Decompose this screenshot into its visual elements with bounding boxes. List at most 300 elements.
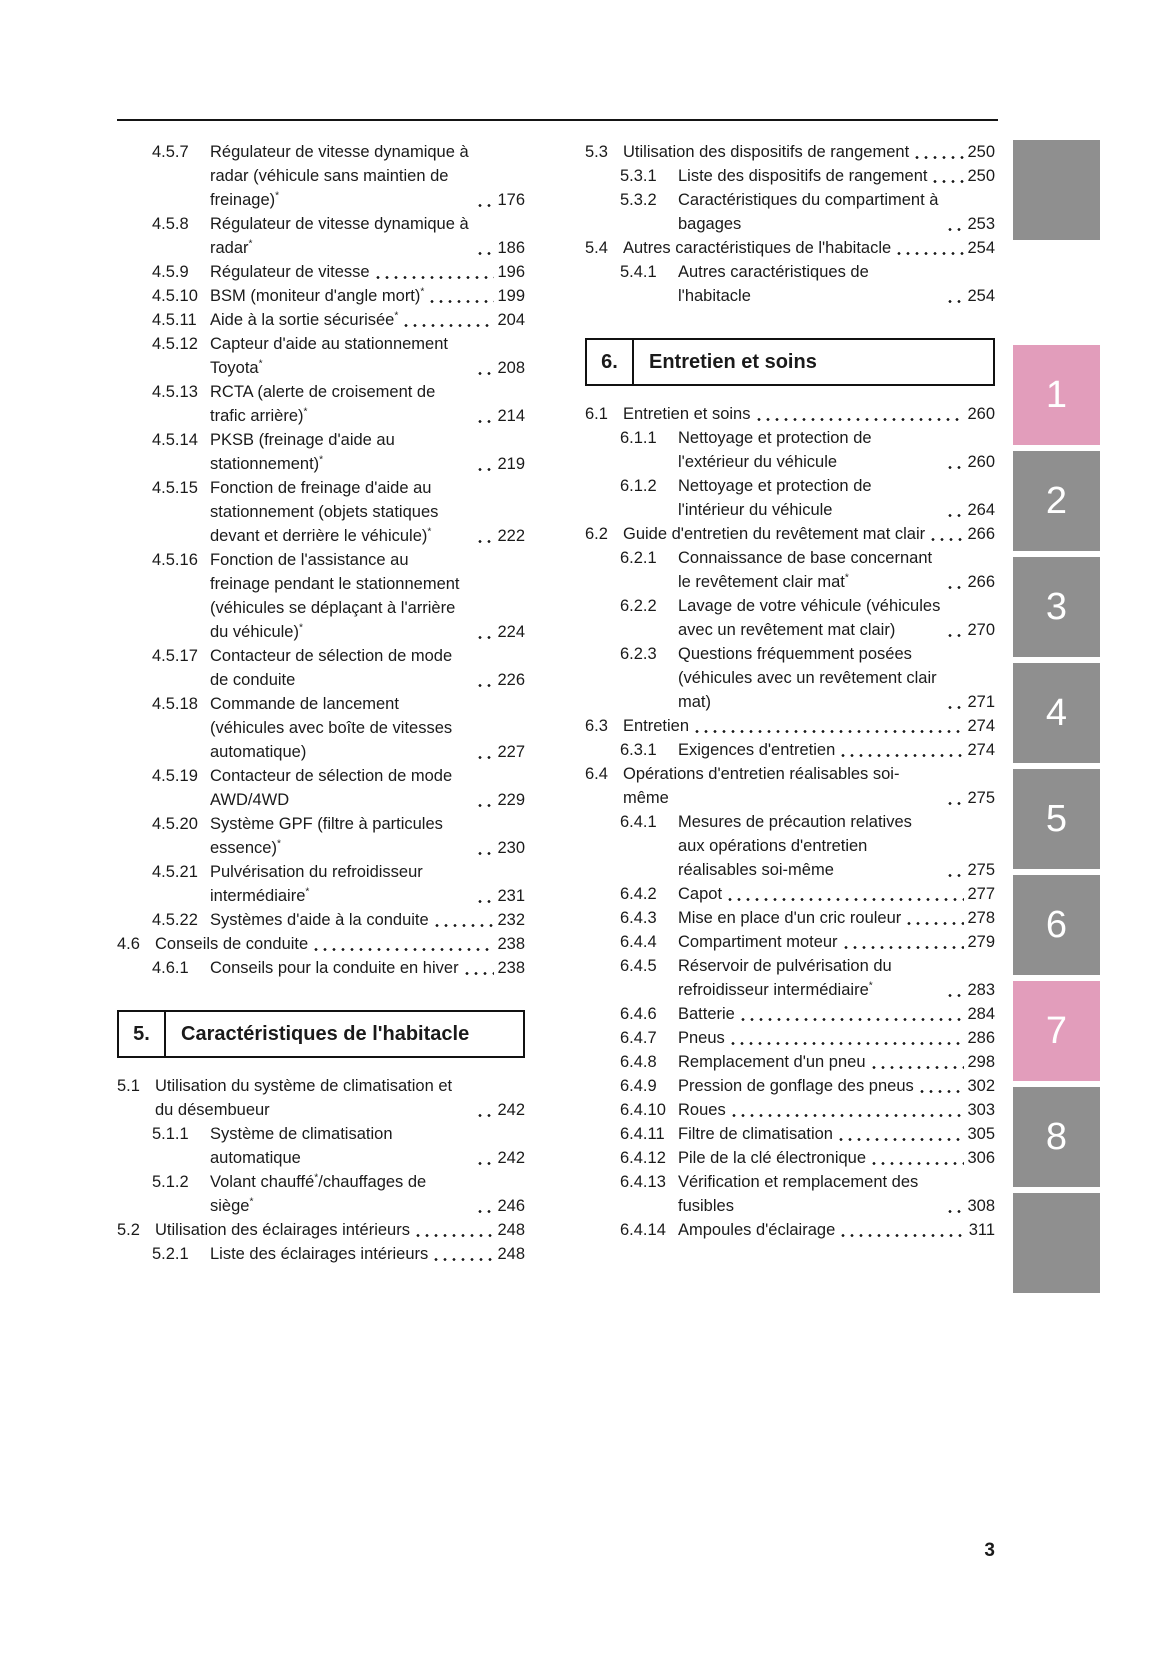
chapter-heading-title: Caractéristiques de l'habitacle bbox=[181, 1023, 470, 1045]
dot-leader bbox=[416, 1233, 495, 1238]
toc-entry-title: Opérations d'entretien réalisables soi-même bbox=[623, 765, 900, 807]
toc-entry-page: 229 bbox=[497, 791, 525, 809]
dot-leader bbox=[314, 947, 494, 952]
dot-leader bbox=[478, 899, 494, 904]
toc-entry-page: 274 bbox=[967, 741, 995, 759]
toc-entry-number: 4.5.21 bbox=[152, 863, 198, 881]
toc-entry-page: 306 bbox=[967, 1149, 995, 1167]
toc-entry-number: 4.5.18 bbox=[152, 695, 198, 713]
toc-entry bbox=[585, 930, 995, 954]
dot-leader bbox=[933, 179, 964, 184]
toc-entry-title: Mise en place d'un cric rouleur bbox=[678, 909, 902, 927]
toc-entry-title: Régulateur de vitesse dynamique à radar* bbox=[210, 215, 469, 257]
toc-entry-page: 266 bbox=[967, 573, 995, 591]
toc-entry bbox=[117, 260, 525, 284]
dot-leader bbox=[478, 803, 494, 808]
chapter-heading-number: 6. bbox=[587, 340, 634, 384]
toc-entry-number: 6.3.1 bbox=[620, 741, 657, 759]
toc-entry-text bbox=[620, 1170, 942, 1218]
dot-leader bbox=[948, 585, 964, 590]
toc-entry-number: 6.4.4 bbox=[620, 933, 657, 951]
toc-entry-title: Autres caractéristiques de l'habitacle bbox=[678, 263, 869, 305]
toc-entry-page: 274 bbox=[967, 717, 995, 735]
toc-entry bbox=[585, 1074, 995, 1098]
toc-entry bbox=[117, 860, 525, 908]
toc-entry-title: Liste des éclairages intérieurs bbox=[210, 1245, 429, 1263]
dot-leader bbox=[732, 1113, 965, 1118]
dot-leader bbox=[478, 683, 494, 688]
toc-entry-text bbox=[152, 812, 472, 860]
toc-entry-title: Capot bbox=[678, 885, 723, 903]
toc-entry-page: 275 bbox=[967, 861, 995, 879]
toc-entry-page: 196 bbox=[497, 263, 525, 281]
toc-right-column bbox=[585, 140, 995, 1242]
toc-entry-number: 4.5.12 bbox=[152, 335, 198, 353]
toc-entry bbox=[585, 810, 995, 882]
toc-entry-page: 250 bbox=[967, 167, 995, 185]
toc-entry-page: 176 bbox=[497, 191, 525, 209]
dot-leader bbox=[948, 465, 964, 470]
toc-entry-text bbox=[620, 546, 942, 594]
toc-entry-page: 204 bbox=[497, 311, 525, 329]
dot-leader bbox=[948, 873, 964, 878]
toc-entry-number: 5.2.1 bbox=[152, 1245, 189, 1263]
dot-leader bbox=[948, 1209, 964, 1214]
toc-entry-text bbox=[152, 212, 472, 260]
chapter-tab-3: 3 bbox=[1013, 557, 1100, 657]
toc-entry-page: 308 bbox=[967, 1197, 995, 1215]
toc-entry-title: Vérification et remplacement des fusibles bbox=[678, 1173, 919, 1215]
toc-entry-text bbox=[152, 260, 370, 284]
toc-entry-number: 6.4.14 bbox=[620, 1221, 666, 1239]
toc-entry bbox=[585, 426, 995, 474]
toc-entry-number: 5.1.2 bbox=[152, 1173, 189, 1191]
dot-leader bbox=[434, 1257, 494, 1262]
toc-entry bbox=[585, 1170, 995, 1218]
chapter-heading-title: Entretien et soins bbox=[649, 351, 817, 373]
dot-leader bbox=[478, 1161, 494, 1166]
toc-entry bbox=[585, 140, 995, 164]
toc-entry bbox=[585, 1050, 995, 1074]
dot-leader bbox=[841, 753, 964, 758]
dot-leader bbox=[948, 705, 964, 710]
toc-entry-title: Fonction de freinage d'aide au stationnement (objets statiques devant et derrière le véhicule)* bbox=[210, 479, 439, 545]
toc-entry-number: 6.4.9 bbox=[620, 1077, 657, 1095]
page-number: 3 bbox=[984, 1540, 995, 1561]
chapter-tab-2: 2 bbox=[1013, 451, 1100, 551]
toc-entry-text bbox=[152, 308, 398, 332]
toc-entry-text bbox=[620, 426, 942, 474]
toc-entry bbox=[117, 1122, 525, 1170]
toc-entry-text bbox=[152, 644, 472, 692]
toc-entry bbox=[117, 1170, 525, 1218]
toc-entry bbox=[117, 908, 525, 932]
toc-entry bbox=[585, 642, 995, 714]
toc-entry-title: Conseils de conduite bbox=[155, 935, 309, 953]
toc-entry-title: Aide à la sortie sécurisée* bbox=[210, 310, 399, 329]
toc-entry-title: Pile de la clé électronique bbox=[678, 1149, 867, 1167]
chapter-heading bbox=[117, 1010, 525, 1058]
dot-leader bbox=[948, 513, 964, 518]
toc-entry-number: 6.4.6 bbox=[620, 1005, 657, 1023]
toc-entry bbox=[585, 906, 995, 930]
toc-entry-text bbox=[152, 476, 472, 548]
dot-leader bbox=[839, 1137, 964, 1142]
toc-entry-page: 275 bbox=[967, 789, 995, 807]
dot-leader bbox=[478, 251, 494, 256]
toc-entry-title: Réservoir de pulvérisation du refroidisseur intermédiaire* bbox=[678, 957, 892, 999]
toc-entry-title: Volant chauffé*/chauffages de siège* bbox=[210, 1172, 427, 1215]
toc-entry-number: 6.4.8 bbox=[620, 1053, 657, 1071]
toc-entry-number: 4.5.22 bbox=[152, 911, 198, 929]
dot-leader bbox=[931, 537, 964, 542]
dot-leader bbox=[435, 923, 495, 928]
toc-entry-title: Utilisation des éclairages intérieurs bbox=[155, 1221, 410, 1239]
toc-entry-title: Pneus bbox=[678, 1029, 725, 1047]
toc-entry-text bbox=[620, 164, 927, 188]
toc-entry-text bbox=[620, 954, 942, 1002]
toc-entry-number: 4.5.20 bbox=[152, 815, 198, 833]
toc-entry bbox=[117, 1074, 525, 1122]
toc-entry-number: 4.5.17 bbox=[152, 647, 198, 665]
toc-entry-page: 208 bbox=[497, 359, 525, 377]
toc-entry-number: 6.4.13 bbox=[620, 1173, 666, 1191]
toc-entry bbox=[117, 476, 525, 548]
toc-entry-page: 238 bbox=[497, 959, 525, 977]
toc-entry-page: 266 bbox=[967, 525, 995, 543]
toc-entry bbox=[117, 812, 525, 860]
toc-entry-title: PKSB (freinage d'aide au stationnement)* bbox=[210, 431, 395, 473]
toc-entry-title: Roues bbox=[678, 1101, 726, 1119]
toc-entry bbox=[585, 1098, 995, 1122]
toc-entry-title: Systèmes d'aide à la conduite bbox=[210, 911, 429, 929]
toc-entry-number: 5.4.1 bbox=[620, 263, 657, 281]
toc-entry-text bbox=[620, 594, 942, 642]
dot-leader bbox=[948, 801, 964, 806]
toc-entry-title: Capteur d'aide au stationnement Toyota* bbox=[210, 335, 448, 377]
toc-entry-text bbox=[620, 1026, 725, 1050]
toc-entry-text bbox=[620, 810, 942, 882]
toc-entry-title: Compartiment moteur bbox=[678, 933, 838, 951]
dot-leader bbox=[430, 299, 494, 304]
toc-entry-text bbox=[152, 548, 472, 644]
dot-leader bbox=[404, 323, 494, 328]
toc-entry-text bbox=[152, 1242, 428, 1266]
toc-entry-text bbox=[152, 1122, 472, 1170]
toc-entry-title: Exigences d'entretien bbox=[678, 741, 836, 759]
toc-entry bbox=[117, 644, 525, 692]
toc-entry-title: Conseils pour la conduite en hiver bbox=[210, 959, 459, 977]
toc-entry-number: 6.4.12 bbox=[620, 1149, 666, 1167]
toc-entry-number: 4.5.11 bbox=[152, 311, 197, 329]
toc-entry bbox=[585, 882, 995, 906]
dot-leader bbox=[465, 971, 495, 976]
toc-entry-text bbox=[620, 1146, 866, 1170]
dot-leader bbox=[948, 633, 964, 638]
toc-entry-page: 248 bbox=[497, 1221, 525, 1239]
toc-entry-number: 6.4.3 bbox=[620, 909, 657, 927]
toc-entry bbox=[585, 260, 995, 308]
toc-entry-title: Entretien bbox=[623, 717, 690, 735]
toc-entry-title: Entretien et soins bbox=[623, 405, 751, 423]
toc-entry-number: 4.6 bbox=[117, 935, 140, 953]
toc-entry-title: Régulateur de vitesse dynamique à radar (véhicule sans maintien de freinage)* bbox=[210, 143, 469, 209]
chapter-heading bbox=[585, 338, 995, 386]
toc-entry bbox=[117, 212, 525, 260]
dot-leader bbox=[478, 371, 494, 376]
toc-entry-text bbox=[620, 474, 942, 522]
dot-leader bbox=[872, 1065, 965, 1070]
toc-entry bbox=[585, 522, 995, 546]
toc-entry-number: 5.2 bbox=[117, 1221, 140, 1239]
toc-entry-number: 6.4 bbox=[585, 765, 608, 783]
toc-entry-number: 4.5.10 bbox=[152, 287, 198, 305]
toc-entry-page: 302 bbox=[967, 1077, 995, 1095]
toc-entry-number: 6.2.2 bbox=[620, 597, 657, 615]
toc-entry-number: 5.3.1 bbox=[620, 167, 657, 185]
toc-entry bbox=[585, 1026, 995, 1050]
toc-entry-number: 6.3 bbox=[585, 717, 608, 735]
toc-entry-page: 242 bbox=[497, 1149, 525, 1167]
toc-entry bbox=[117, 764, 525, 812]
toc-entry-text bbox=[152, 908, 429, 932]
toc-entry-text bbox=[152, 764, 472, 812]
toc-entry-text bbox=[620, 188, 942, 236]
toc-entry-title: Fonction de l'assistance au freinage pendant le stationnement (véhicules se déplaçant à l'arrière du véhicule)* bbox=[210, 551, 460, 641]
toc-entry bbox=[117, 284, 525, 308]
chapter-heading-number: 5. bbox=[119, 1012, 166, 1056]
toc-entry-page: 270 bbox=[967, 621, 995, 639]
toc-entry-text bbox=[117, 1218, 410, 1242]
toc-entry-number: 5.1 bbox=[117, 1077, 140, 1095]
toc-entry-number: 6.1.2 bbox=[620, 477, 657, 495]
toc-entry-page: 311 bbox=[968, 1221, 995, 1239]
toc-entry-text bbox=[620, 1050, 866, 1074]
dot-leader bbox=[695, 729, 964, 734]
toc-entry-page: 231 bbox=[497, 887, 525, 905]
dot-leader bbox=[948, 227, 964, 232]
toc-entry-page: 264 bbox=[967, 501, 995, 519]
toc-entry-text bbox=[620, 642, 942, 714]
toc-entry-page: 303 bbox=[967, 1101, 995, 1119]
toc-entry-text bbox=[585, 236, 891, 260]
toc-entry-page: 242 bbox=[497, 1101, 525, 1119]
toc-entry-page: 232 bbox=[497, 911, 525, 929]
toc-entry bbox=[585, 188, 995, 236]
dot-leader bbox=[757, 417, 965, 422]
chapter-tab-5: 5 bbox=[1013, 769, 1100, 869]
toc-entry-text bbox=[152, 956, 459, 980]
toc-entry-text bbox=[585, 762, 942, 810]
toc-entry-page: 254 bbox=[967, 239, 995, 257]
toc-entry bbox=[117, 380, 525, 428]
toc-entry-page: 230 bbox=[497, 839, 525, 857]
toc-entry-number: 6.4.7 bbox=[620, 1029, 657, 1047]
chapter-tab-strip bbox=[1013, 140, 1100, 1293]
chapter-tab-4: 4 bbox=[1013, 663, 1100, 763]
toc-entry-number: 5.1.1 bbox=[152, 1125, 189, 1143]
toc-entry-page: 283 bbox=[967, 981, 995, 999]
toc-entry bbox=[585, 714, 995, 738]
chapter-tab-1: 1 bbox=[1013, 345, 1100, 445]
toc-entry-title: Utilisation des dispositifs de rangement bbox=[623, 143, 910, 161]
dot-leader bbox=[478, 419, 494, 424]
toc-entry bbox=[585, 236, 995, 260]
toc-entry bbox=[585, 738, 995, 762]
toc-entry-page: 250 bbox=[967, 143, 995, 161]
dot-leader bbox=[478, 1209, 494, 1214]
toc-entry-number: 4.5.8 bbox=[152, 215, 189, 233]
dot-leader bbox=[841, 1233, 965, 1238]
toc-entry-page: 219 bbox=[497, 455, 525, 473]
toc-entry-number: 6.1.1 bbox=[620, 429, 657, 447]
toc-entry bbox=[585, 402, 995, 426]
toc-entry-title: Nettoyage et protection de l'extérieur du véhicule bbox=[678, 429, 872, 471]
toc-entry-text bbox=[620, 1122, 833, 1146]
toc-entry-page: 214 bbox=[497, 407, 525, 425]
toc-entry-text bbox=[620, 906, 901, 930]
toc-entry-title: Ampoules d'éclairage bbox=[678, 1221, 836, 1239]
toc-entry-text bbox=[620, 882, 722, 906]
toc-entry-number: 6.4.1 bbox=[620, 813, 657, 831]
chapter-tab-8: 8 bbox=[1013, 1087, 1100, 1187]
toc-entry bbox=[117, 428, 525, 476]
toc-entry bbox=[117, 548, 525, 644]
dot-leader bbox=[478, 539, 494, 544]
toc-entry-number: 6.4.10 bbox=[620, 1101, 666, 1119]
toc-entry-number: 6.2 bbox=[585, 525, 608, 543]
dot-leader bbox=[478, 467, 494, 472]
toc-entry bbox=[117, 308, 525, 332]
toc-entry-number: 5.3.2 bbox=[620, 191, 657, 209]
toc-entry bbox=[585, 1146, 995, 1170]
toc-entry-number: 4.5.7 bbox=[152, 143, 189, 161]
toc-entry-text bbox=[117, 932, 308, 956]
toc-entry-title: Nettoyage et protection de l'intérieur du véhicule bbox=[678, 477, 872, 519]
dot-leader bbox=[872, 1161, 964, 1166]
toc-entry bbox=[585, 594, 995, 642]
toc-entry-text bbox=[117, 1074, 472, 1122]
toc-entry-number: 4.5.16 bbox=[152, 551, 198, 569]
toc-entry-text bbox=[620, 1002, 735, 1026]
toc-entry-text bbox=[620, 738, 835, 762]
toc-entry-text bbox=[152, 860, 472, 908]
toc-entry bbox=[117, 140, 525, 212]
dot-leader bbox=[478, 635, 494, 640]
toc-entry-title: Batterie bbox=[678, 1005, 735, 1023]
toc-entry bbox=[585, 474, 995, 522]
toc-entry-number: 4.5.19 bbox=[152, 767, 198, 785]
dot-leader bbox=[948, 993, 964, 998]
toc-entry-page: 279 bbox=[967, 933, 995, 951]
toc-entry bbox=[585, 1122, 995, 1146]
toc-entry-text bbox=[585, 140, 909, 164]
toc-entry-number: 4.5.15 bbox=[152, 479, 198, 497]
toc-entry-title: Système GPF (filtre à particules essence)* bbox=[210, 815, 443, 857]
toc-entry-title: BSM (moniteur d'angle mort)* bbox=[210, 286, 425, 305]
toc-entry-number: 6.1 bbox=[585, 405, 608, 423]
toc-entry-page: 248 bbox=[497, 1245, 525, 1263]
chapter-tab-blank bbox=[1013, 140, 1100, 240]
toc-entry-title: Filtre de climatisation bbox=[678, 1125, 833, 1143]
toc-entry-number: 4.5.9 bbox=[152, 263, 189, 281]
toc-entry-page: 238 bbox=[497, 935, 525, 953]
toc-entry-text bbox=[152, 1170, 472, 1218]
toc-entry-number: 4.5.13 bbox=[152, 383, 198, 401]
toc-entry-text bbox=[585, 714, 689, 738]
dot-leader bbox=[907, 921, 964, 926]
toc-entry-page: 222 bbox=[497, 527, 525, 545]
toc-entry-number: 6.2.1 bbox=[620, 549, 657, 567]
toc-entry-text bbox=[152, 140, 472, 212]
toc-entry-title: Lavage de votre véhicule (véhicules avec un revêtement mat clair) bbox=[678, 597, 941, 639]
toc-entry-title: Autres caractéristiques de l'habitacle bbox=[623, 239, 892, 257]
toc-entry-page: 253 bbox=[967, 215, 995, 233]
toc-entry bbox=[585, 1218, 995, 1242]
toc-entry-page: 199 bbox=[497, 287, 525, 305]
toc-entry-number: 4.6.1 bbox=[152, 959, 189, 977]
toc-entry-number: 6.4.5 bbox=[620, 957, 657, 975]
toc-entry bbox=[117, 332, 525, 380]
toc-entry bbox=[117, 1218, 525, 1242]
toc-entry-page: 305 bbox=[967, 1125, 995, 1143]
toc-entry-title: Commande de lancement (véhicules avec boîte de vitesses automatique) bbox=[210, 695, 453, 761]
toc-entry-title: Régulateur de vitesse bbox=[210, 263, 370, 281]
toc-entry-page: 286 bbox=[967, 1029, 995, 1047]
header-rule bbox=[117, 119, 998, 121]
toc-entry-number: 6.4.2 bbox=[620, 885, 657, 903]
toc-entry-page: 224 bbox=[497, 623, 525, 641]
toc-entry-page: 226 bbox=[497, 671, 525, 689]
toc-entry-title: Système de climatisation automatique bbox=[210, 1125, 393, 1167]
toc-entry bbox=[117, 1242, 525, 1266]
dot-leader bbox=[844, 945, 965, 950]
dot-leader bbox=[478, 1113, 494, 1118]
toc-entry-title: Utilisation du système de climatisation et du désembueur bbox=[155, 1077, 453, 1119]
toc-entry-number: 5.4 bbox=[585, 239, 608, 257]
toc-entry-page: 260 bbox=[967, 405, 995, 423]
toc-entry bbox=[585, 546, 995, 594]
toc-entry-title: Contacteur de sélection de mode AWD/4WD bbox=[210, 767, 453, 809]
toc-entry-text bbox=[620, 260, 942, 308]
toc-entry-text bbox=[585, 402, 751, 426]
dot-leader bbox=[376, 275, 495, 280]
toc-entry-text bbox=[620, 1218, 835, 1242]
toc-entry-text bbox=[152, 428, 472, 476]
dot-leader bbox=[948, 299, 964, 304]
toc-entry-page: 227 bbox=[497, 743, 525, 761]
toc-entry-title: RCTA (alerte de croisement de trafic arrière)* bbox=[210, 383, 436, 425]
toc-entry-page: 254 bbox=[967, 287, 995, 305]
toc-entry-title: Pulvérisation du refroidisseur intermédiaire* bbox=[210, 863, 423, 905]
toc-entry-page: 277 bbox=[967, 885, 995, 903]
dot-leader bbox=[478, 203, 494, 208]
chapter-tab-6: 6 bbox=[1013, 875, 1100, 975]
dot-leader bbox=[728, 897, 964, 902]
toc-entry bbox=[117, 956, 525, 980]
toc-left-column bbox=[117, 140, 525, 1266]
toc-entry bbox=[585, 164, 995, 188]
dot-leader bbox=[731, 1041, 965, 1046]
toc-entry-page: 246 bbox=[497, 1197, 525, 1215]
dot-leader bbox=[920, 1089, 965, 1094]
toc-entry-page: 260 bbox=[967, 453, 995, 471]
toc-entry-text bbox=[620, 930, 838, 954]
toc-entry-title: Mesures de précaution relatives aux opérations d'entretien réalisables soi-même bbox=[678, 813, 912, 879]
toc-entry-title: Remplacement d'un pneu bbox=[678, 1053, 866, 1071]
dot-leader bbox=[478, 851, 494, 856]
dot-leader bbox=[897, 251, 964, 256]
